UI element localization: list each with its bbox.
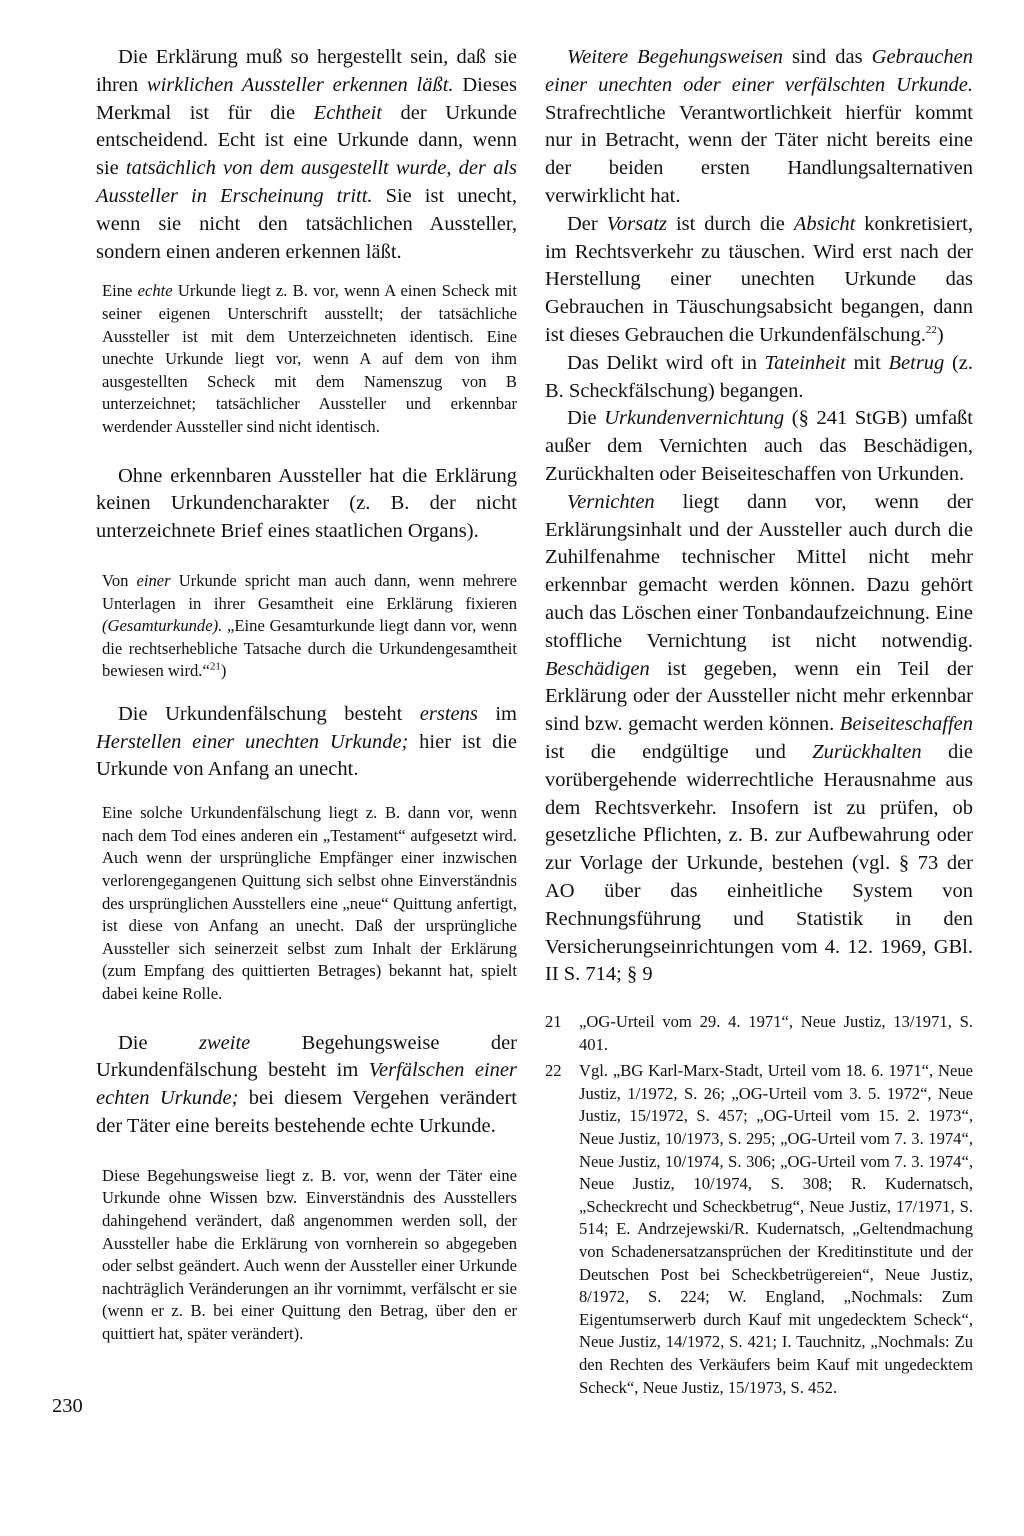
emphasis: Vorsatz: [606, 212, 668, 235]
text-run: im: [477, 702, 517, 725]
emphasis: echte: [137, 281, 173, 301]
left-column: [96, 44, 517, 1346]
text-run: Die Erklärung muß so hergestellt sein, daß sie ihren: [96, 46, 517, 96]
emphasis: tatsächlich von dem ausgestellt wurde, der als Aussteller in Erscheinung tritt.: [96, 157, 517, 207]
text-run: ist die endgültige und: [545, 740, 813, 763]
paragraph: [96, 701, 517, 784]
emphasis: Beschädigen: [545, 657, 650, 680]
emphasis: Urkundenvernichtung: [604, 407, 785, 430]
footnote-number: 22: [545, 1061, 562, 1081]
text-run: Eine solche Urkundenfälschung liegt z. B. dann vor, wenn nach dem Tod eines anderen ein „Testament“ aufgesetzt wird. Auch wenn der ursprüngliche Empfänger einer inzwischen verlorengegangenen Quittung sich selbst ohne Einverständnis des ursprünglichen Ausstellers eine „neue“ Quittung anfertigt, ist diese von Anfang an unecht. Daß der ursprüngliche Aussteller sich seinerzeit selbst zum Inhalt der Erklärung (zum Empfang des quittierten Betrages) bekannt hat, spielt dabei keine Rolle.: [102, 803, 517, 1004]
text-run: Sie ist unecht, wenn sie nicht den tatsächlichen Aussteller, sondern einen anderen erkennen läßt.: [96, 184, 517, 263]
example-paragraph: [102, 280, 517, 438]
text-run: Begehungsweise der Urkundenfälschung besteht im: [96, 1031, 517, 1082]
paragraph: [545, 350, 973, 406]
text-run: bei diesem Vergehen verändert der Täter eine bereits bestehende echte Urkunde.: [96, 1087, 517, 1138]
emphasis: (Gesamturkunde).: [102, 616, 223, 636]
text-run: Die Urkundenfälschung besteht: [118, 702, 420, 725]
footnote-text: Vgl. „BG Karl-Marx-Stadt, Urteil vom 18. 6. 1971“, Neue Justiz, 1/1972, S. 26; „OG-Urteil vom 3. 5. 1972“, Neue Justiz, 15/1972, S. 457; „OG-Urteil vom 15. 2. 1973“, Neue Justiz, 10/1973, S. 295; „OG-Urteil vom 7. 3. 1974“, Neue Justiz, 10/1974, S. 306; „OG-Urteil vom 7. 3. 1974“, Neue Justiz, 10/1974, S. 308; R. Kudernatsch, „Scheckrecht und Scheckbetrug“, Neue Justiz, 17/1971, S. 514; E. Andrzejewski/R. Kudernatsch, „Geltendmachung von Schadenersatzansprüchen der Kreditinstitute und der Deutschen Post bei Scheckbetrügereien“, Neue Justiz, 8/1972, S. 224; W. England, „Nochmals: Zum Eigentumserwerb durch Kauf mit ungedecktem Scheck“, Neue Justiz, 14/1972, S. 421; I. Tauchnitz, „Nochmals: Zu den Rechten des Verkäufers beim Kauf mit ungedecktem Scheck“, Neue Justiz, 15/1973, S. 452.: [579, 1061, 973, 1397]
example-paragraph: [102, 1165, 517, 1346]
text-run: liegt dann vor, wenn der Erklärungsinhalt und der Aussteller auch durch die Zuhilfenahme technischer Mittel nicht mehr erkennbar gemacht werden können. Dazu gehört auch das Löschen einer Tonbandaufzeichnung. Eine stoffliche Vernichtung ist nicht notwendig.: [545, 490, 973, 652]
emphasis: Verfälschen einer echten Urkunde;: [96, 1059, 518, 1110]
text-run: der Urkunde entscheidend. Echt ist eine Urkunde dann, wenn sie: [96, 101, 517, 180]
text-run: Die: [567, 407, 605, 430]
text-run: Urkunde liegt z. B. vor, wenn A einen Scheck mit seiner eigenen Unterschrift ausstellt; der tatsächliche Aussteller ist mit dem Unterzeichneten identisch. Eine unechte Urkunde liegt vor, wenn A auf dem von ihm ausgestellten Scheck mit dem Namenszug von B unterzeichnet; tatsächlicher Aussteller und erkennbar werdender Aussteller sind nicht identisch.: [102, 281, 517, 436]
example-paragraph: [102, 570, 517, 683]
emphasis: Zurückhalten: [812, 740, 922, 763]
right-column: [545, 44, 973, 1399]
footnote: [545, 1011, 973, 1056]
paragraph: [96, 44, 517, 266]
emphasis: Gebrauchen einer unechten oder einer verfälschten Urkunde.: [545, 46, 973, 96]
emphasis: einer: [136, 570, 171, 590]
emphasis: Herstellen einer unechten Urkunde;: [96, 730, 409, 753]
page-number: 230: [52, 1395, 83, 1417]
emphasis: zweite: [199, 1031, 251, 1054]
example-paragraph: [102, 802, 517, 1005]
text-run: (z. B. Scheckfälschung) begangen.: [545, 351, 973, 402]
paragraph: [545, 211, 973, 350]
footnote-text: „OG-Urteil vom 29. 4. 1971“, Neue Justiz, 13/1971, S. 401.: [579, 1012, 973, 1054]
text-run: Strafrechtliche Verantwortlichkeit hierfür kommt nur in Betracht, wenn der Täter nicht bereits eine der beiden ersten Handlungsalternativen verwirklicht hat.: [545, 101, 973, 207]
emphasis: Weitere Begehungsweisen: [567, 46, 783, 68]
emphasis: Beiseiteschaffen: [839, 713, 973, 736]
text-run: ): [220, 661, 227, 681]
footnote: [545, 1060, 973, 1399]
text-run: „Eine Gesamturkunde liegt dann vor, wenn die rechtserhebliche Tatsache durch die Urkundengesamtheit bewiesen wird.“: [102, 616, 517, 681]
paragraph: [545, 405, 973, 488]
paragraph: [96, 463, 517, 546]
paragraph: [545, 44, 973, 211]
text-run: (§ 241 StGB) umfaßt außer dem Vernichten auch das Beschädigen, Zurückhalten oder Beiseiteschaffen von Urkunden.: [545, 407, 974, 485]
footnote-number: 21: [545, 1012, 562, 1032]
emphasis: wirklichen Aussteller erkennen läßt.: [146, 73, 454, 96]
footnote-ref: 21: [209, 660, 221, 673]
emphasis: erstens: [419, 702, 478, 725]
emphasis: Betrug: [888, 351, 945, 374]
emphasis: Echtheit: [313, 101, 382, 124]
text-run: Ohne erkennbaren Aussteller hat die Erklärung keinen Urkundencharakter (z. B. der nicht unterzeichnete Brief eines staatlichen Organs).: [96, 464, 517, 543]
text-run: ist durch die: [667, 212, 794, 235]
text-run: Von: [102, 570, 137, 590]
text-run: ): [936, 323, 944, 346]
footnote-ref: 22: [925, 324, 937, 337]
text-run: Eine: [102, 281, 138, 301]
text-run: mit: [845, 351, 889, 374]
emphasis: Vernichten: [567, 490, 655, 513]
emphasis: Tateinheit: [764, 351, 846, 374]
text-run: hier ist die Urkunde von Anfang an unecht.: [96, 730, 517, 781]
emphasis: Absicht: [793, 212, 856, 235]
text-run: Dieses Merkmal ist für die: [96, 73, 518, 124]
paragraph: [545, 489, 973, 989]
text-run: sind das: [782, 46, 872, 68]
text-run: Diese Begehungsweise liegt z. B. vor, wenn der Täter eine Urkunde ohne Wissen bzw. Einverständnis des Ausstellers dahingehend verändert, daß angenommen werden soll, der Aussteller habe die Erklärung von vornherein so abgegeben oder selbst geändert. Auch wenn der Aussteller einer Urkunde nachträglich Veränderungen an ihr vornimmt, verfälscht er sie (wenn er z. B. bei einer Quittung den Betrag, über den er quittiert hat, später verändert).: [102, 1165, 517, 1343]
text-run: die vorübergehende widerrechtliche Herausnahme aus dem Rechtsverkehr. Insofern ist zu prüfen, ob gesetzliche Pflichten, z. B. zur Aufbewahrung oder zur Vorlage der Urkunde, bestehen (vgl. § 73 der AO über das einheitliche System von Rechnungsführung und Statistik in den Versicherungseinrichtungen vom 4. 12. 1969, GBl. II S. 714; § 9: [545, 740, 974, 986]
text-run: Urkunde spricht man auch dann, wenn mehrere Unterlagen in ihrer Gesamtheit eine Erklärung fixieren: [102, 570, 517, 613]
text-run: Der: [567, 212, 607, 235]
text-run: Die: [118, 1031, 199, 1054]
text-run: ist gegeben, wenn ein Teil der Erklärung oder der Aussteller nicht mehr erkennbar sind bzw. gemacht werden können.: [545, 657, 973, 736]
text-run: Das Delikt wird oft in: [567, 351, 765, 374]
text-run: konkretisiert, im Rechtsverkehr zu täuschen. Wird erst nach der Herstellung einer unechten Urkunde das Gebrauchen in Täuschungsabsicht begangen, dann ist dieses Gebrauchen die Urkundenfälschung.: [545, 212, 973, 346]
paragraph: [96, 1030, 517, 1141]
